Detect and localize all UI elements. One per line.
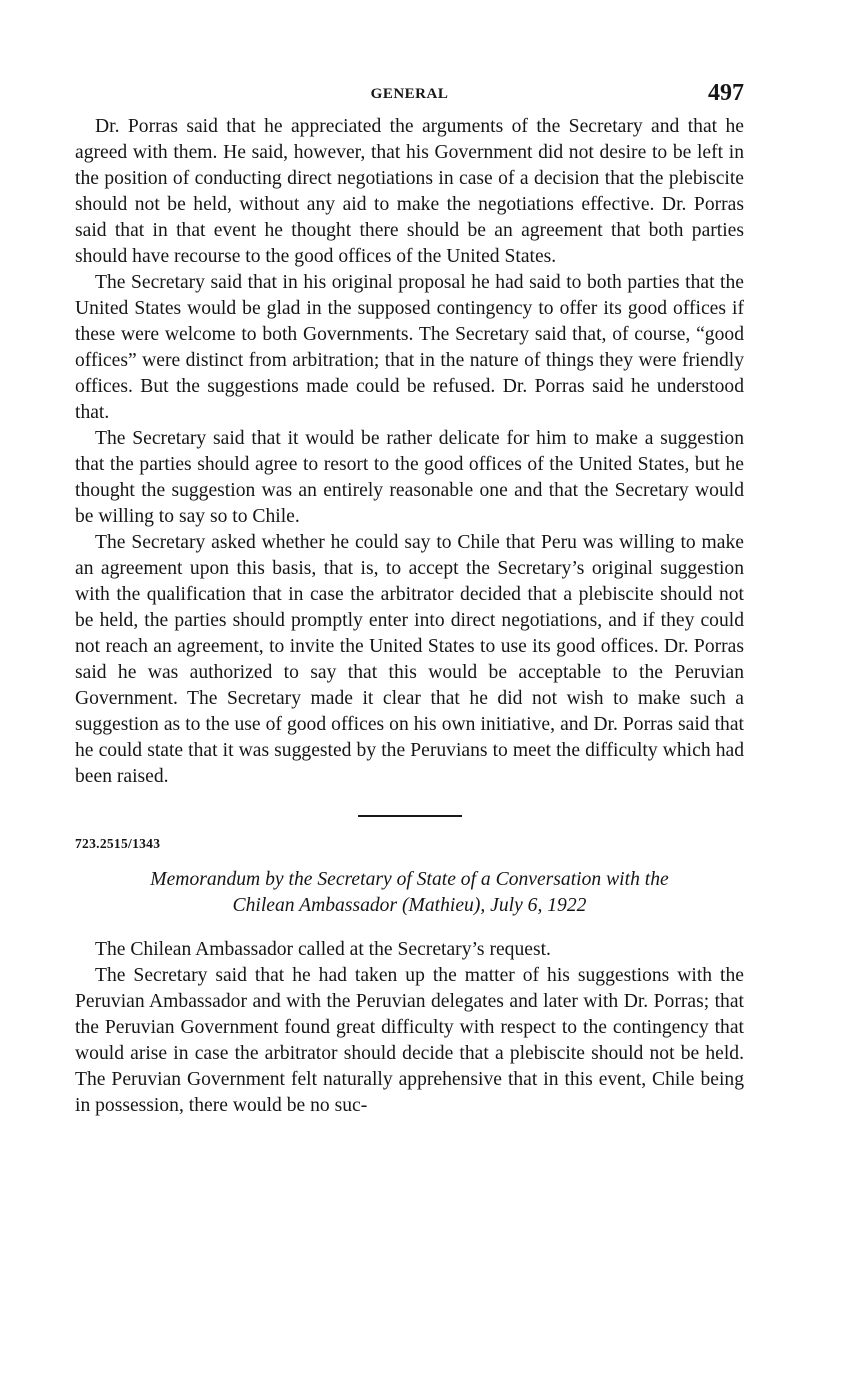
section-label: GENERAL: [370, 86, 449, 102]
document-title-line: Chilean Ambassador (Mathieu), July 6, 1922: [232, 895, 587, 916]
paragraph: The Chilean Ambassador called at the Secretary’s request.: [95, 939, 551, 960]
paragraph: The Secretary said that he had taken up the matter of his suggestions with the Peruvian Ambassador and with the Peruvian delegates and later with Dr. Porras; that the Peruvian Government found great difficulty with respect to the contingency that would arise in case the arbitrator should decide that a plebiscite should not be held. The Peruvian Government felt naturally apprehensive that in this event, Chile being in possession, there would be no suc-: [75, 965, 744, 1116]
paragraph: The Secretary asked whether he could say to Chile that Peru was willing to make an agreement upon this basis, that is, to accept the Secretary’s original suggestion with the qualification that in case the arbitrator decided that a plebiscite should not be held, the parties should promptly enter into direct negotiations, and if they could not reach an agreement, to invite the United States to use its good offices. Dr. Porras said he was authorized to say that this would be acceptable to the Peruvian Government. The Secretary made it clear that he did not wish to make such a suggestion as to the use of good offices on his own initiative, and Dr. Porras said that he could state that it was suggested by the Peruvians to meet the difficulty which had been raised.: [75, 532, 744, 787]
first-section: [75, 114, 744, 790]
page-number: 497: [708, 80, 744, 106]
running-head: [75, 78, 744, 114]
document-title-line: Memorandum by the Secretary of State of a Conversation with the: [150, 869, 669, 890]
second-section: [75, 836, 744, 1119]
paragraph: Dr. Porras said that he appreciated the arguments of the Secretary and that he agreed with them. He said, however, that his Government did not desire to be left in the position of conducting direct negotiations in case of a decision that the plebiscite should not be held, without any aid to make the negotiations effective. Dr. Porras said that in that event he thought there should be an agreement that both parties should have recourse to the good offices of the United States.: [75, 116, 744, 267]
section-divider: [358, 815, 462, 817]
document-title: [75, 867, 744, 919]
paragraph: The Secretary said that it would be rather delicate for him to make a suggestion that the parties should agree to resort to the good offices of the United States, but he thought the suggestion was an entirely reasonable one and that the Secretary would be willing to say so to Chile.: [75, 428, 744, 527]
document-page: [75, 78, 744, 1119]
paragraph: The Secretary said that in his original proposal he had said to both parties that the United States would be glad in the supposed contingency to offer its good offices if these were welcome to both Governments. The Secretary said that, of course, “good offices” were distinct from arbitration; that in the nature of things they were friendly offices. But the suggestions made could be refused. Dr. Porras said he understood that.: [75, 272, 744, 423]
file-number: 723.2515/1343: [75, 836, 161, 851]
